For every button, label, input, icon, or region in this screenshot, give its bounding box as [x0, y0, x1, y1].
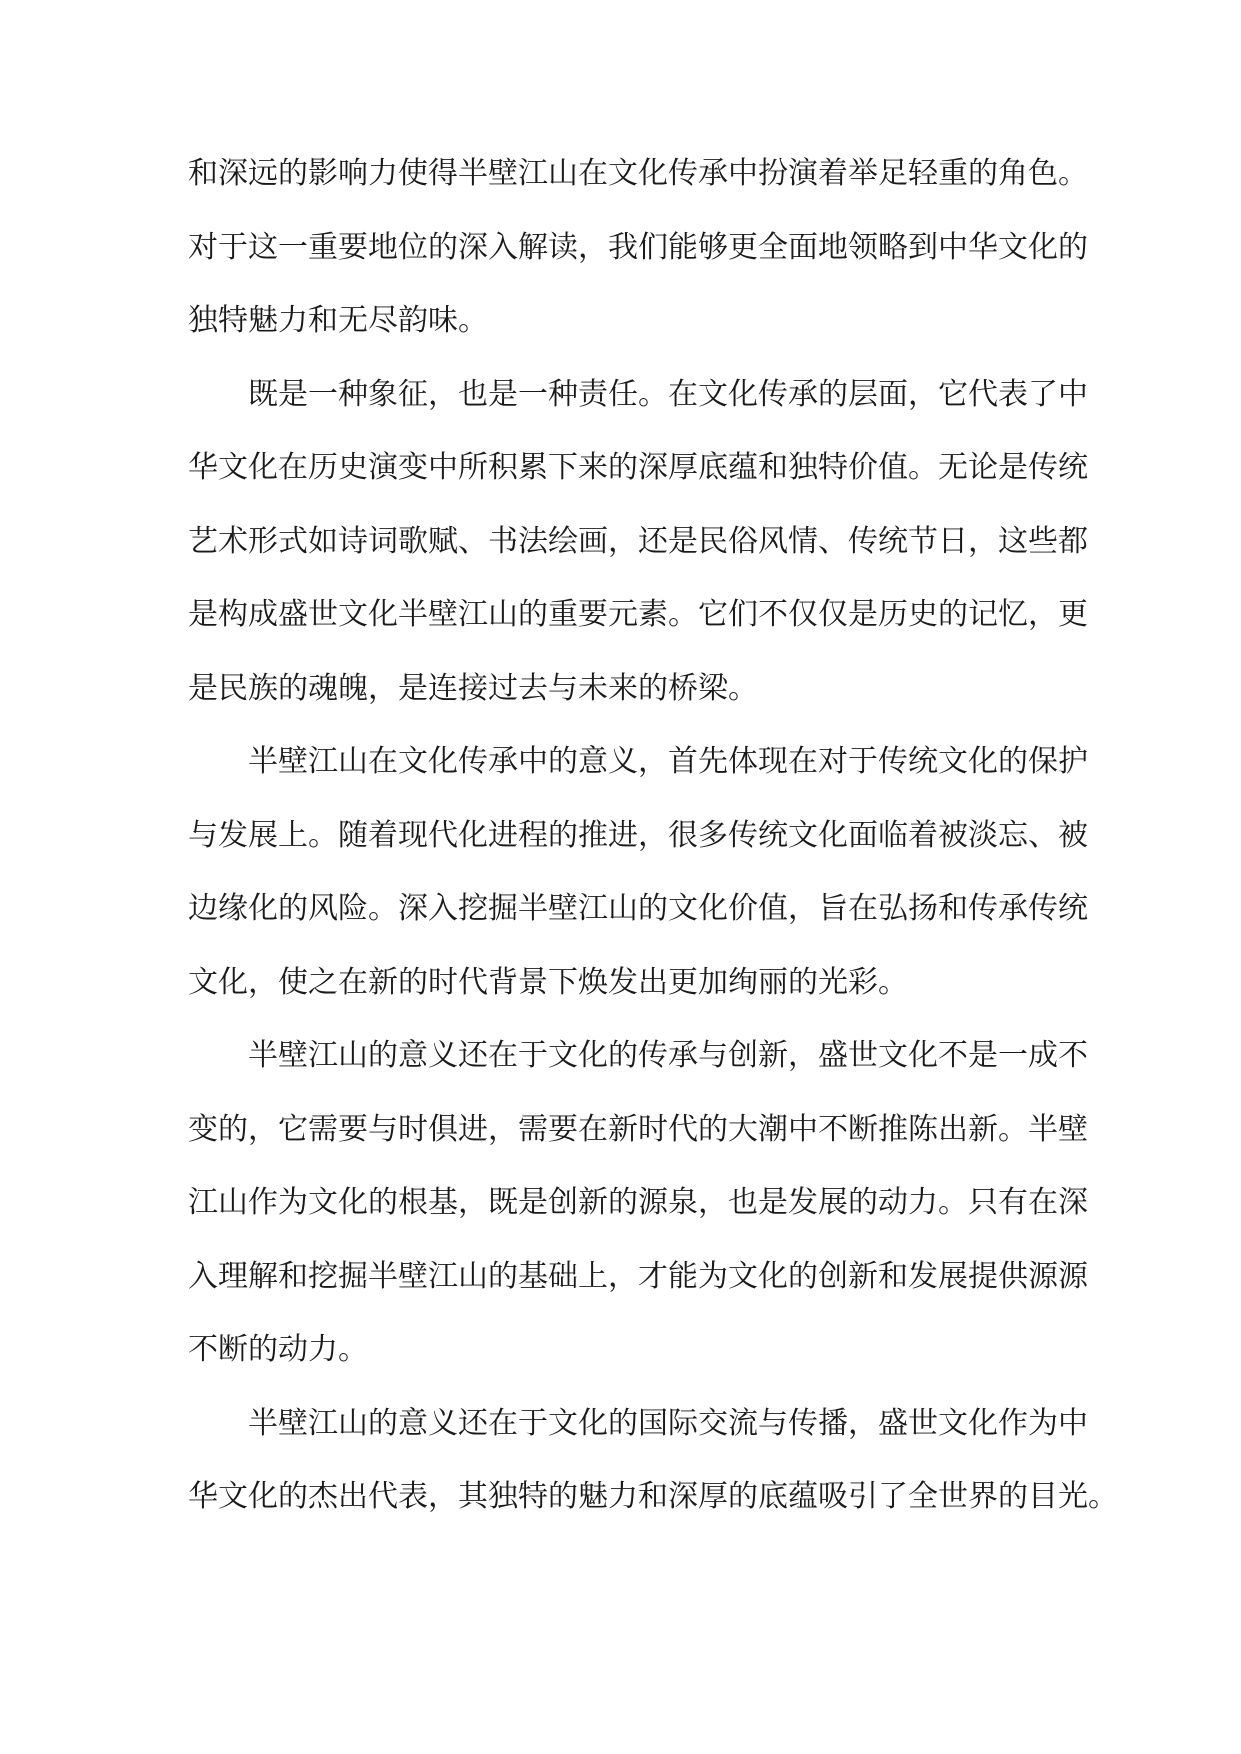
text-line: 华文化的杰出代表，其独特的魅力和深厚的底蕴吸引了全世界的目光。 [188, 1479, 1118, 1514]
text-line: 入理解和挖掘半壁江山的基础上，才能为文化的创新和发展提供源源 [188, 1258, 1088, 1294]
text-line: 与发展上。随着现代化进程的推进，很多传统文化面临着被淡忘、被 [188, 817, 1088, 853]
text-line: 对于这一重要地位的深入解读，我们能够更全面地领略到中华文化的 [188, 229, 1088, 265]
text-line: 边缘化的风险。深入挖掘半壁江山的文化价值，旨在弘扬和传承传统 [188, 891, 1088, 926]
document-body [188, 137, 1118, 1534]
paragraph [188, 1019, 1088, 1387]
paragraph [188, 1387, 1118, 1534]
text-line: 是民族的魂魄，是连接过去与未来的桥梁。 [188, 670, 758, 706]
text-line: 艺术形式如诗词歌赋、书法绘画，还是民俗风情、传统节日，这些都 [188, 523, 1088, 559]
text-line: 半壁江山的意义还在于文化的传承与创新，盛世文化不是一成不 [248, 1038, 1088, 1073]
paragraph [188, 137, 1088, 358]
text-line: 半壁江山在文化传承中的意义，首先体现在对于传统文化的保护 [248, 744, 1088, 779]
text-line: 独特魅力和无尽韵味。 [188, 303, 488, 338]
text-line: 华文化在历史演变中所积累下来的深厚底蕴和独特价值。无论是传统 [188, 450, 1088, 485]
text-line: 既是一种象征，也是一种责任。在文化传承的层面，它代表了中 [248, 376, 1088, 412]
text-line: 江山作为文化的根基，既是创新的源泉，也是发展的动力。只有在深 [188, 1185, 1088, 1220]
text-line: 文化，使之在新的时代背景下焕发出更加绚丽的光彩。 [188, 964, 908, 1000]
paragraph [188, 725, 1088, 1019]
text-line: 和深远的影响力使得半壁江山在文化传承中扮演着举足轻重的角色。 [188, 156, 1088, 191]
text-line: 是构成盛世文化半壁江山的重要元素。它们不仅仅是历史的记忆，更 [188, 597, 1088, 632]
text-line: 半壁江山的意义还在于文化的国际交流与传播，盛世文化作为中 [248, 1405, 1088, 1441]
text-line: 变的，它需要与时俱进，需要在新时代的大潮中不断推陈出新。半壁 [188, 1111, 1088, 1147]
paragraph [188, 358, 1088, 726]
text-line: 不断的动力。 [188, 1332, 368, 1367]
